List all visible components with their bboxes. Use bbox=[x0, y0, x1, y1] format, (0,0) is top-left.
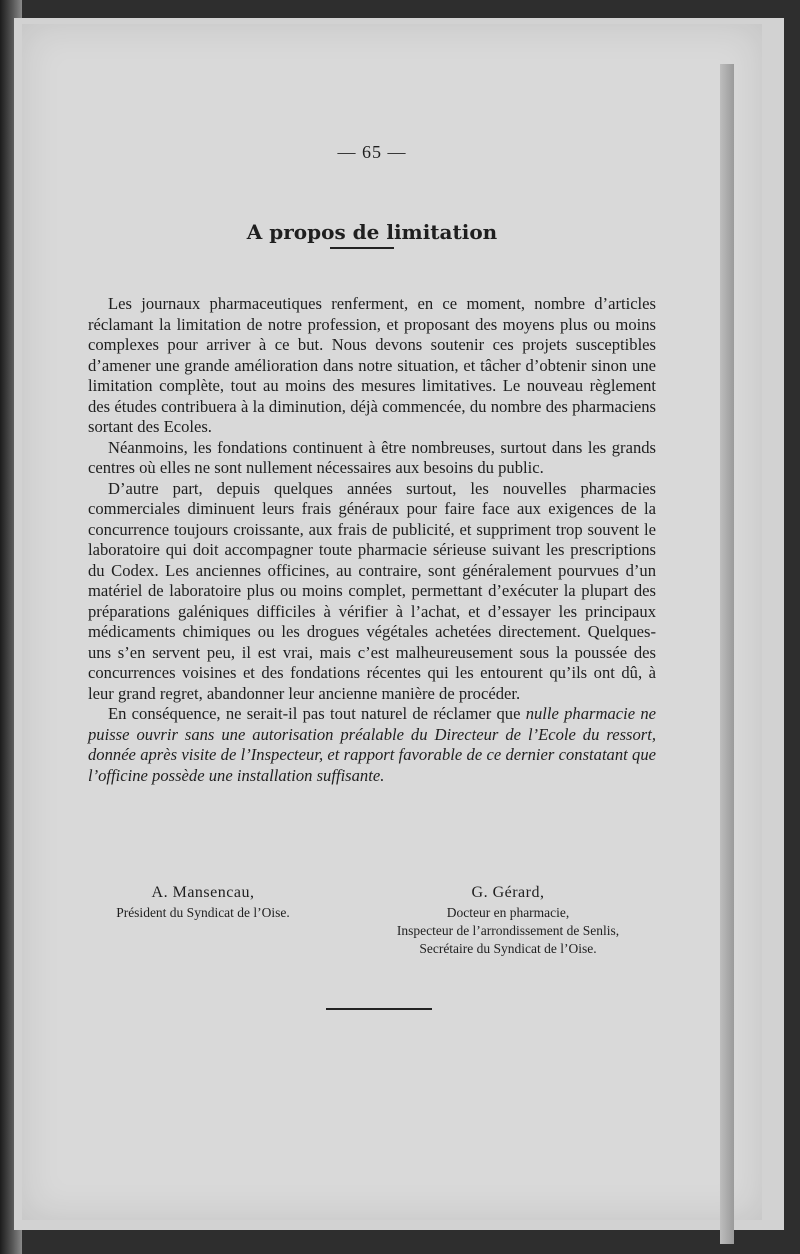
article-title: A propos de limitation bbox=[246, 220, 498, 244]
article-body bbox=[88, 294, 656, 786]
paragraph-4-text: En conséquence, ne serait-il pas tout naturel de réclamer que bbox=[108, 704, 526, 723]
signature-block bbox=[88, 882, 656, 982]
paragraph-1: Les journaux pharmaceutiques renferment, en ce moment, nombre d’articles réclamant la limitation de notre profession, et proposant des moyens plus ou moins complexes pour arriver à ce but. Nous devons soutenir ces projets susceptibles d’amener une grande amélioration dans notre situation, et tâcher d’obtenir sinon une limitation complète, tout au moins des mesures limitatives. Le nouveau règlement des études contribuera à la diminution, déjà commencée, du nombre des pharmaciens sortant des Ecoles. bbox=[88, 294, 656, 436]
signatory-name-left: A. Mansencau, bbox=[151, 884, 255, 901]
title-divider bbox=[330, 247, 394, 249]
end-divider bbox=[326, 1008, 432, 1010]
paragraph-2: Néanmoins, les fondations continuent à être nombreuses, surtout dans les grands centres où elles ne sont nullement nécessaires aux besoins du public. bbox=[88, 437, 656, 477]
signatory-title-right-2: Inspecteur de l’arrondissement de Senlis, bbox=[396, 923, 620, 938]
signature-right bbox=[358, 882, 658, 958]
paragraph-3: D’autre part, depuis quelques années surtout, les nouvelles pharmacies commerciales diminuent leurs frais généraux pour faire face aux exigences de la concurrence toujours croissante, aux frais de publicité, et suppriment trop souvent le laboratoire qui doit accompagner toute pharmacie sérieuse suivant les prescriptions du Codex. Les anciennes officines, au contraire, sont généralement pourvues d’un matériel de laboratoire plus ou moins complet, permettant d’exécuter la plupart des préparations galéniques difficiles à vérifier à l’achat, et d’essayer les principaux médicaments chimiques ou les drogues végétales achetées directement. Quelques-uns s’en servent peu, il est vrai, mais c’est malheureusement sous la poussée des concurrences voisines et des fondations récentes qui les entourent qu’ils ont dû, à leur grand regret, abandonner leur ancienne manière de procéder. bbox=[88, 478, 656, 703]
signature-left bbox=[88, 882, 318, 922]
signatory-title-right-3: Secrétaire du Syndicat de l’Oise. bbox=[419, 941, 597, 956]
page-edge bbox=[720, 64, 734, 1244]
paragraph-4-italic: nulle pharmacie ne puisse ouvrir sans une autorisation préalable du Directeur de l’Ecole du ressort, donnée après visite de l’Inspecteur, et rapport favorable de ce dernier constatant que l’officine possède une installation suffisante. bbox=[88, 704, 656, 785]
paragraph-4 bbox=[88, 704, 656, 786]
document-page bbox=[22, 24, 762, 1220]
signatory-title-right-1: Docteur en pharmacie, bbox=[446, 905, 570, 920]
page-number: — 65 — bbox=[337, 142, 407, 162]
signatory-name-right: G. Gérard, bbox=[471, 884, 545, 901]
signatory-title-left: Président du Syndicat de l’Oise. bbox=[116, 905, 290, 920]
